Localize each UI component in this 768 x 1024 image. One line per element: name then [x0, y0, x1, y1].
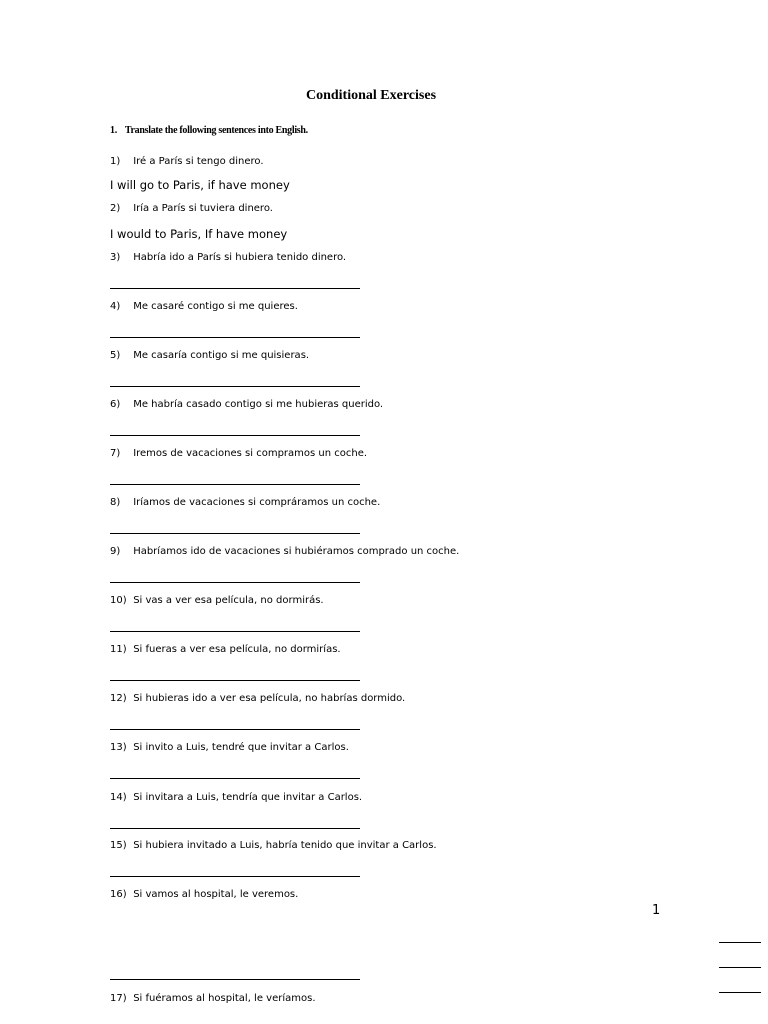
item-number: 12) [110, 693, 127, 704]
item-text: Me casaría contigo si me quisieras. [133, 350, 310, 361]
margin-line [719, 992, 761, 993]
item-text: Iríamos de vacaciones si compráramos un coche. [133, 497, 381, 508]
answer-line [110, 631, 360, 632]
answer-text: I will go to Paris, if have money [110, 178, 290, 192]
item-text: Si hubiera invitado a Luis, habría tenido que invitar a Carlos. [133, 840, 437, 851]
item-number: 16) [110, 889, 127, 900]
item-text: Si invito a Luis, tendré que invitar a Carlos. [133, 742, 349, 753]
answer-line [110, 484, 360, 485]
margin-line [719, 967, 761, 968]
exercise-item [110, 889, 298, 900]
exercise-item [110, 595, 324, 606]
item-number: 8) [110, 497, 121, 508]
item-number: 5) [110, 350, 121, 361]
item-number: 6) [110, 399, 121, 410]
exercise-item [110, 350, 309, 361]
item-text: Si fueras a ver esa película, no dormirías. [133, 644, 341, 655]
item-text: Me habría casado contigo si me hubieras querido. [133, 399, 384, 410]
exercise-item [110, 252, 346, 263]
item-text: Si vamos al hospital, le veremos. [133, 889, 299, 900]
item-number: 1) [110, 156, 121, 167]
exercise-item [110, 301, 298, 312]
exercise-item [110, 993, 316, 1004]
item-number: 7) [110, 448, 121, 459]
item-text: Iría a París si tuviera dinero. [133, 203, 273, 214]
exercise-item [110, 546, 459, 557]
exercise-item [110, 156, 264, 167]
exercise-item [110, 497, 380, 508]
exercise-item [110, 644, 341, 655]
page-title: Conditional Exercises [305, 88, 437, 103]
answer-line [110, 288, 360, 289]
answer-line [110, 778, 360, 779]
item-text: Si hubieras ido a ver esa película, no habrías dormido. [133, 693, 406, 704]
page-number: 1 [652, 903, 661, 918]
exercise-item [110, 792, 362, 803]
answer-line [110, 729, 360, 730]
exercise-item [110, 693, 405, 704]
answer-line [110, 876, 360, 877]
item-number: 10) [110, 595, 127, 606]
answer-line [110, 435, 360, 436]
margin-line [719, 942, 761, 943]
item-number: 9) [110, 546, 121, 557]
answer-line [110, 828, 360, 829]
instruction-number: 1. [110, 125, 117, 136]
item-text: Me casaré contigo si me quieres. [133, 301, 298, 312]
instruction-text: Translate the following sentences into English. [124, 125, 308, 136]
answer-line [110, 386, 360, 387]
answer-line [110, 582, 360, 583]
exercise-item [110, 742, 349, 753]
item-number: 15) [110, 840, 127, 851]
item-number: 4) [110, 301, 121, 312]
item-number: 13) [110, 742, 127, 753]
answer-line [110, 680, 360, 681]
item-number: 11) [110, 644, 127, 655]
answer-line [110, 533, 360, 534]
item-text: Habríamos ido de vacaciones si hubiéramos comprado un coche. [133, 546, 460, 557]
exercise-item [110, 840, 437, 851]
item-text: Habría ido a París si hubiera tenido dinero. [133, 252, 347, 263]
answer-line [110, 979, 360, 980]
exercise-item [110, 399, 383, 410]
item-text: Iremos de vacaciones si compramos un coche. [133, 448, 368, 459]
item-text: Si vas a ver esa película, no dormirás. [133, 595, 324, 606]
answer-text: I would to Paris, If have money [110, 227, 288, 241]
exercise-item [110, 448, 367, 459]
item-number: 3) [110, 252, 121, 263]
exercise-item [110, 203, 273, 214]
item-text: Iré a París si tengo dinero. [133, 156, 264, 167]
item-number: 2) [110, 203, 121, 214]
item-text: Si fuéramos al hospital, le veríamos. [133, 993, 316, 1004]
item-number: 17) [110, 993, 127, 1004]
answer-line [110, 337, 360, 338]
item-text: Si invitara a Luis, tendría que invitar a Carlos. [133, 792, 363, 803]
item-number: 14) [110, 792, 127, 803]
instruction [110, 125, 308, 136]
